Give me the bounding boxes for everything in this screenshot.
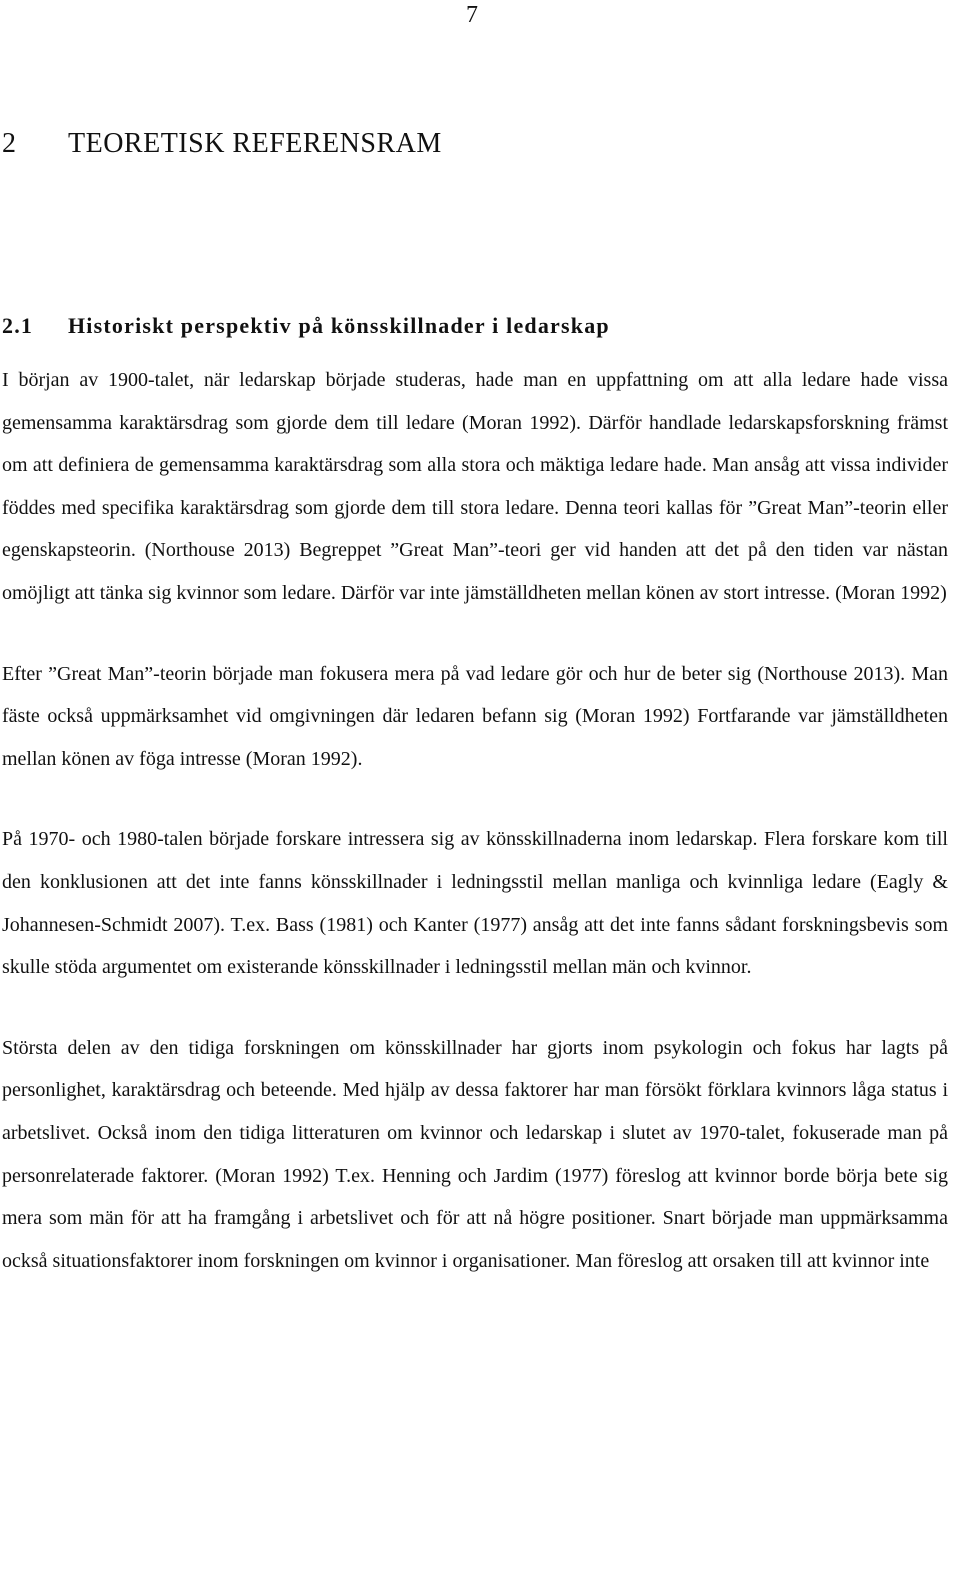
paragraph-1: I början av 1900-talet, när ledarskap började studeras, hade man en uppfattning om att alla ledare hade vissa gemensamma karaktärsdrag som gjorde dem till ledare (Moran 1992). Därför handlade ledarskapsforskning främst om att definiera de gemensamma karaktärsdrag som alla stora och mäktiga ledare hade. Man ansåg att vissa individer föddes med specifika karaktärsdrag som gjorde dem till stora ledare. Denna teori kallas för ”Great Man”-teorin eller egenskapsteorin. (Northouse 2013) Begreppet ”Great Man”-teori ger vid handen att det på den tiden var nästan omöjligt att tänka sig kvinnor som ledare. Därför var inte jämställdheten mellan könen av stort intresse. (Moran 1992) <box>2 369 948 604</box>
body-text <box>2 359 948 1282</box>
section-number: 2.1 <box>2 313 34 338</box>
chapter-heading <box>2 126 442 162</box>
paragraph-2: Efter ”Great Man”-teorin började man fokusera mera på vad ledare gör och hur de beter sig (Northouse 2013). Man fäste också uppmärksamhet vid omgivningen där ledaren befann sig (Moran 1992) Fortfarande var jämställdheten mellan könen av föga intresse (Moran 1992). <box>2 662 948 770</box>
chapter-title: TEORETISK REFERENSRAM <box>68 128 442 159</box>
paragraph-4: Största delen av den tidiga forskningen om könsskillnader har gjorts inom psykologin och fokus har lagts på personlighet, karaktärsdrag och beteende. Med hjälp av dessa faktorer har man försökt förklara kvinnors låga status i arbetslivet. Också inom den tidiga litteraturen om kvinnor och ledarskap i slutet av 1970-talet, fokuserade man på personrelaterade faktorer. (Moran 1992) T.ex. Henning och Jardim (1977) föreslog att kvinnor borde börja bete sig mera som män för att ha framgång i arbetslivet och för att nå högre positioner. Snart började man uppmärksamma också situationsfaktorer inom forskningen om kvinnor i organisationer. Man föreslog att orsaken till att kvinnor inte <box>2 1036 948 1272</box>
page-number: 7 <box>466 2 478 28</box>
chapter-number: 2 <box>2 128 17 159</box>
section-heading <box>2 310 610 342</box>
section-title: Historiskt perspektiv på könsskillnader i ledarskap <box>68 313 610 338</box>
paragraph-3: På 1970- och 1980-talen började forskare intressera sig av könsskillnaderna inom ledarskap. Flera forskare kom till den konklusionen att det inte fanns könsskillnader i ledningsstil mellan manliga och kvinnliga ledare (Eagly & Johannesen-Schmidt 2007). T.ex. Bass (1981) och Kanter (1977) ansåg att det inte fanns sådant forskningsbevis som skulle stöda argumentet om existerande könsskillnader i ledningsstil mellan män och kvinnor. <box>2 828 948 979</box>
